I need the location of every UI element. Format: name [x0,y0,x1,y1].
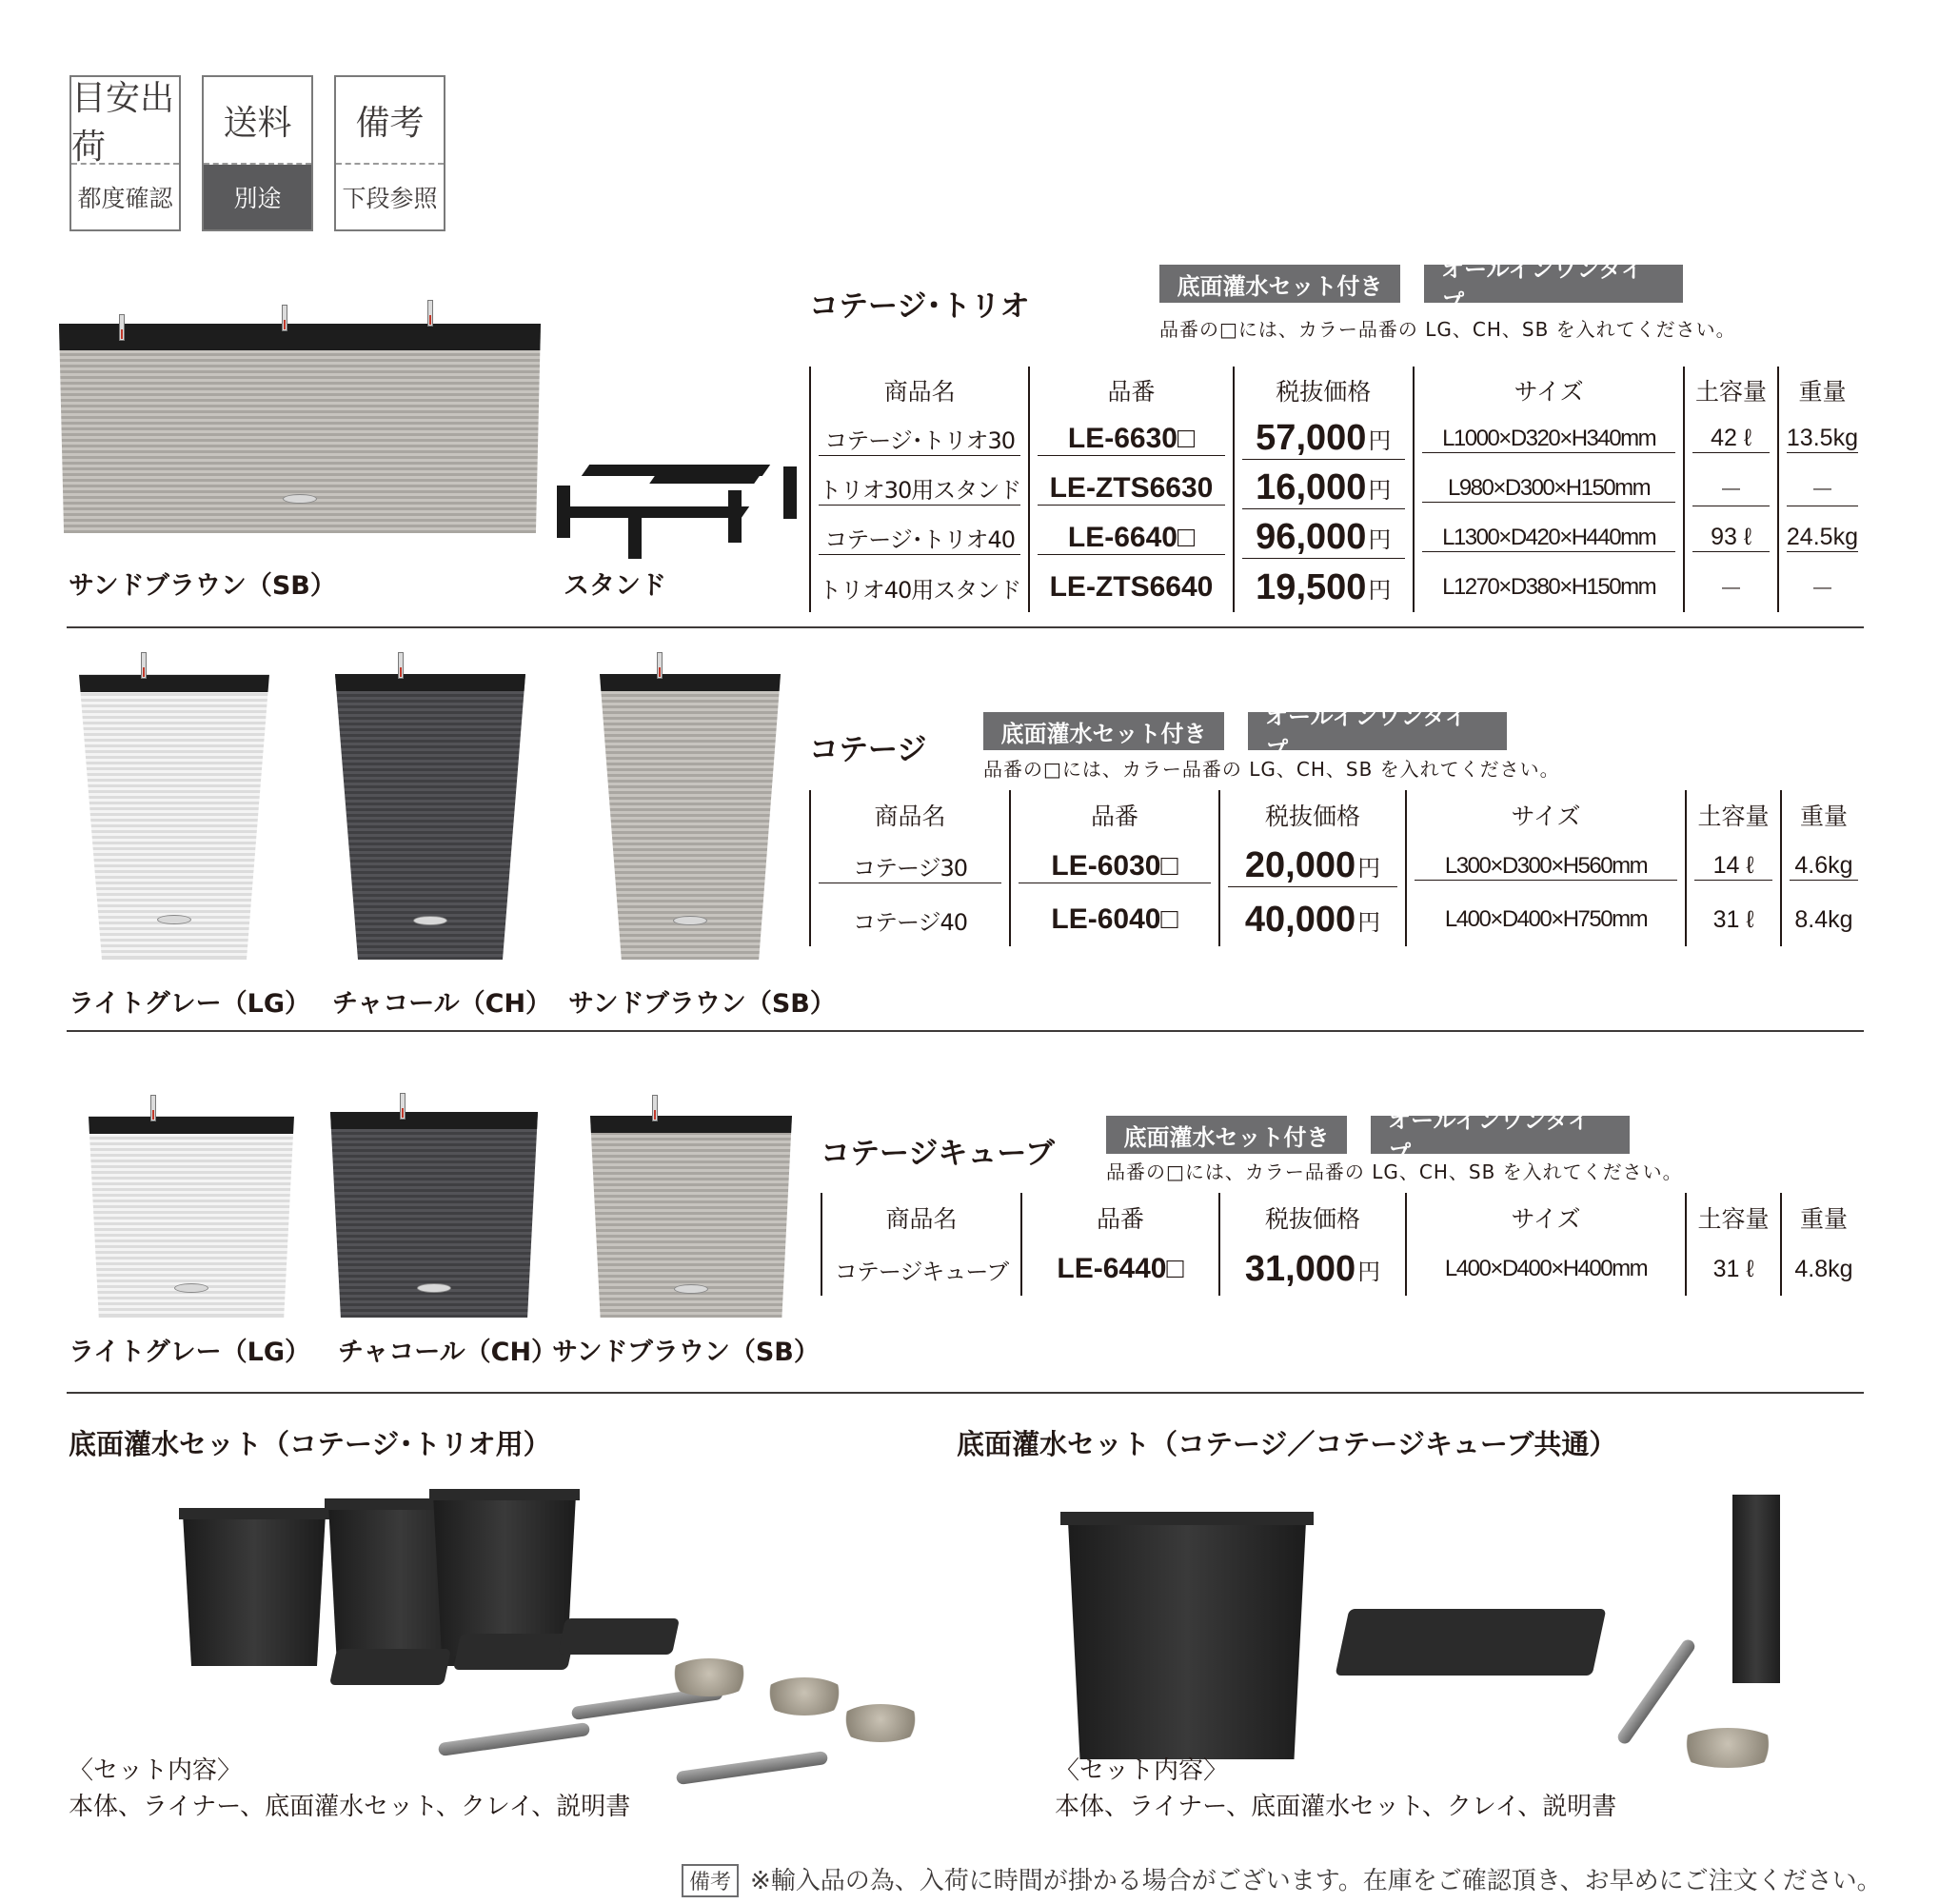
color-caption: ライトグレー（LG） [69,1338,311,1367]
table-row: コテージ30 LE-6030□ 20,000 円 L300×D300×H560mm 14 ℓ 4.6kg [809,840,1866,893]
col-header-capacity: 土容量 [1685,790,1780,840]
planter-image-sand-brown [600,674,781,960]
feature-badge: オールインワンタイプ [1371,1116,1630,1154]
irrigation-set-title: 底面灌水セット（コテージ／コテージキューブ共通） [957,1428,1617,1460]
col-header-code: 品番 [1009,790,1218,840]
water-gauge-icon [657,652,663,679]
col-header-capacity: 土容量 [1685,1193,1780,1242]
planter-image-light-grey [89,1116,294,1318]
col-header-code: 品番 [1020,1193,1218,1242]
product-title: コテージ [809,733,927,767]
water-gauge-icon [282,305,287,331]
set-contents-text: 本体、ライナー、底面灌水セット、クレイ、説明書 [69,1793,631,1821]
product-title: コテージキューブ [821,1137,1055,1171]
footer-note [682,1861,1882,1897]
col-header-weight: 重量 [1780,790,1866,840]
col-header-size: サイズ [1405,1193,1685,1242]
info-box-remarks [334,75,445,231]
color-caption: ライトグレー（LG） [69,989,311,1019]
section-divider [67,1392,1864,1394]
planter-image-charcoal [330,1112,538,1318]
table-row: トリオ40用スタンド LE-ZTS6640 19,500 円 L1270×D380×H150mm － － [809,563,1866,612]
col-header-weight: 重量 [1777,367,1866,414]
cottage-irrigation-set-image [1057,1495,1809,1780]
spec-table-trio [809,367,1866,612]
set-contents-heading: 〈セット内容〉 [1055,1756,1229,1785]
water-gauge-icon [119,314,125,341]
color-code-note: 品番の□には、カラー品番の LG、CH、SB を入れてください。 [1106,1160,1683,1183]
stand-image [557,457,804,562]
water-gauge-icon [400,1093,406,1120]
feature-badge: オールインワンタイプ [1424,265,1683,303]
section-divider [67,626,1864,628]
info-box-postage [202,75,313,231]
color-code-note: 品番の□には、カラー品番の LG、CH、SB を入れてください。 [1159,318,1736,341]
color-caption: スタンド [564,571,666,601]
remarks-tag: 備考 [682,1864,739,1897]
col-header-name: 商品名 [809,790,1009,840]
spec-table-cube [821,1193,1866,1296]
info-box-label: 備考 [336,77,444,165]
color-caption: チャコール（CH） [338,1338,558,1367]
irrigation-set-title: 底面灌水セット（コテージ･トリオ用） [69,1428,551,1460]
info-box-label: 送料 [204,77,311,165]
trio-planter-image [59,324,541,533]
trio-irrigation-set-image [171,1485,952,1809]
section-divider [67,1030,1864,1032]
feature-badge: 底面灌水セット付き [1106,1116,1347,1154]
color-caption: サンドブラウン（SB） [568,989,836,1019]
col-header-name: 商品名 [821,1193,1020,1242]
info-box-value: 都度確認 [77,185,173,212]
color-code-note: 品番の□には、カラー品番の LG、CH、SB を入れてください。 [983,758,1560,781]
color-caption: サンドブラウン（SB） [552,1338,820,1367]
footer-note-text: ※輸入品の為、入荷に時間が掛かる場合がございます。在庫をご確認頂き、お早めにご注文ください。 [750,1867,1882,1895]
info-box-label: 目安出荷 [71,77,179,165]
spec-table-cottage [809,790,1866,946]
feature-badge: オールインワンタイプ [1248,712,1507,750]
table-row: コテージ･トリオ40 LE-6640□ 96,000 円 L1300×D420×H440mm 93 ℓ 24.5kg [809,513,1866,563]
planter-image-charcoal [335,674,525,960]
water-gauge-icon [652,1095,658,1121]
feature-badge: 底面灌水セット付き [983,712,1224,750]
col-header-code: 品番 [1028,367,1232,414]
planter-image-light-grey [79,674,269,960]
info-box-value: 別途 [204,165,311,229]
color-caption: サンドブラウン（SB） [69,571,336,601]
col-header-size: サイズ [1413,367,1683,414]
color-caption: チャコール（CH） [332,989,552,1019]
table-row: コテージ･トリオ30 LE-6630□ 57,000 円 L1000×D320×H340mm 42 ℓ 13.5kg [809,414,1866,464]
col-header-capacity: 土容量 [1683,367,1777,414]
water-gauge-icon [398,652,404,679]
info-box-shipping [69,75,181,231]
info-box-value: 下段参照 [342,185,438,212]
col-header-price: 税抜価格 [1218,790,1405,840]
water-gauge-icon [150,1095,156,1121]
water-gauge-icon [141,652,147,679]
feature-badge: 底面灌水セット付き [1159,265,1400,303]
table-row: コテージキューブ LE-6440□ 31,000 円 L400×D400×H400mm 31 ℓ 4.8kg [821,1242,1866,1296]
set-contents-heading: 〈セット内容〉 [69,1756,243,1785]
col-header-size: サイズ [1405,790,1685,840]
col-header-price: 税抜価格 [1218,1193,1405,1242]
col-header-price: 税抜価格 [1233,367,1413,414]
product-title: コテージ･トリオ [809,289,1030,324]
planter-image-sand-brown [590,1116,792,1318]
table-row: トリオ30用スタンド LE-ZTS6630 16,000 円 L980×D300×H150mm － － [809,464,1866,513]
water-gauge-icon [427,300,433,327]
col-header-weight: 重量 [1780,1193,1866,1242]
set-contents-text: 本体、ライナー、底面灌水セット、クレイ、説明書 [1055,1793,1617,1821]
col-header-name: 商品名 [809,367,1028,414]
table-row: コテージ40 LE-6040□ 40,000 円 L400×D400×H750mm 31 ℓ 8.4kg [809,893,1866,946]
